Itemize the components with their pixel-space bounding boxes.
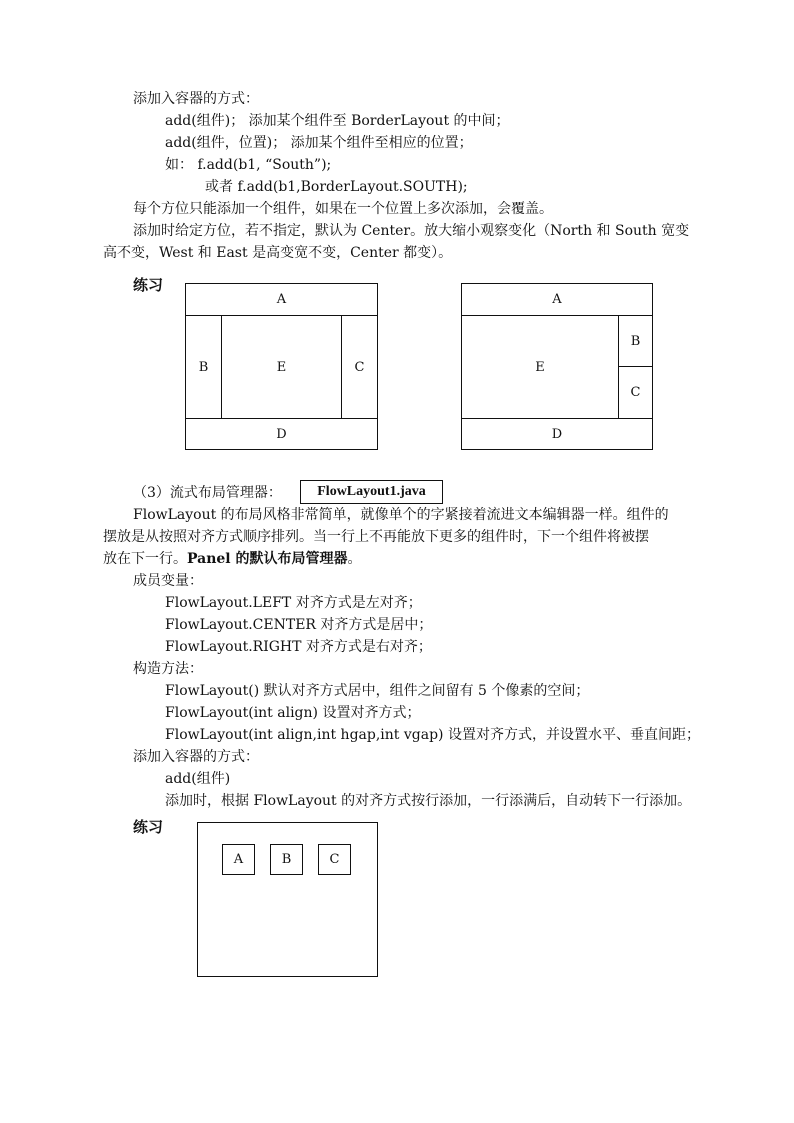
default-center-note: 添加时给定方位，若不指定，默认为 Center。放大缩小观察变化（North 和 South 宽变 <box>133 223 690 239</box>
member-center: FlowLayout.CENTER 对齐方式是居中； <box>165 617 433 633</box>
exercise-label-1: 练习 <box>133 276 164 294</box>
constructor-align: FlowLayout(int align) 设置对齐方式； <box>165 705 421 721</box>
region-west: B <box>185 315 222 419</box>
region-south: D <box>461 418 653 450</box>
region-east-bottom: C <box>618 366 653 419</box>
flow-component-b: B <box>270 844 303 875</box>
flowlayout-desc-3 <box>103 550 362 568</box>
region-north: A <box>461 283 653 316</box>
add-behavior-note: 添加时，根据 FlowLayout 的对齐方式按行添加，一行添满后，自动转下一行添加。 <box>165 793 692 809</box>
add-methods-title-2: 添加入容器的方式： <box>133 749 259 765</box>
flow-layout-diagram <box>197 822 378 977</box>
add-methods-title: 添加入容器的方式： <box>133 91 259 107</box>
desc-text: 放在下一行。 <box>103 551 187 567</box>
flowlayout-heading: （3）流式布局管理器： <box>133 485 282 501</box>
example-alt-line: 或者 f.add(b1,BorderLayout.SOUTH); <box>205 179 468 195</box>
members-title: 成员变量： <box>133 573 203 589</box>
member-left: FlowLayout.LEFT 对齐方式是左对齐； <box>165 595 422 611</box>
example-line: 如： f.add(b1, “South”); <box>165 157 332 173</box>
flow-component-c: C <box>318 844 351 875</box>
constructor-default: FlowLayout() 默认对齐方式居中，组件之间留有 5 个像素的空间； <box>165 683 590 699</box>
desc-period: 。 <box>347 551 362 567</box>
border-layout-diagram-2 <box>461 283 653 450</box>
panel-default-note: Panel 的默认布局管理器 <box>187 551 348 567</box>
add-component-line: add(组件) <box>165 771 231 787</box>
add-position-line: add(组件，位置)； 添加某个组件至相应的位置； <box>165 135 473 151</box>
file-name-box: FlowLayout1.java <box>300 480 443 504</box>
constructor-gap: FlowLayout(int align,int hgap,int vgap) 设置对齐方式，并设置水平、垂直间距； <box>165 727 700 743</box>
resize-note: 高不变，West 和 East 是高变宽不变，Center 都变）。 <box>103 245 453 261</box>
region-center: E <box>461 315 619 419</box>
add-center-line: add(组件)； 添加某个组件至 BorderLayout 的中间； <box>165 113 510 129</box>
flowlayout-desc-1: FlowLayout 的布局风格非常简单，就像单个的字紧接着流进文本编辑器一样。组件的 <box>133 507 669 523</box>
exercise-label-2: 练习 <box>133 818 164 836</box>
constructors-title: 构造方法： <box>133 661 203 677</box>
region-south: D <box>185 418 378 450</box>
region-north: A <box>185 283 378 316</box>
flow-component-a: A <box>222 844 255 875</box>
region-east: C <box>341 315 378 419</box>
border-layout-diagram-1 <box>185 283 378 450</box>
flowlayout-desc-2: 摆放是从按照对齐方式顺序排列。当一行上不再能放下更多的组件时，下一个组件将被摆 <box>103 529 649 545</box>
overwrite-note: 每个方位只能添加一个组件，如果在一个位置上多次添加，会覆盖。 <box>133 201 553 217</box>
region-east-top: B <box>618 315 653 367</box>
region-center: E <box>221 315 342 419</box>
member-right: FlowLayout.RIGHT 对齐方式是右对齐； <box>165 639 432 655</box>
